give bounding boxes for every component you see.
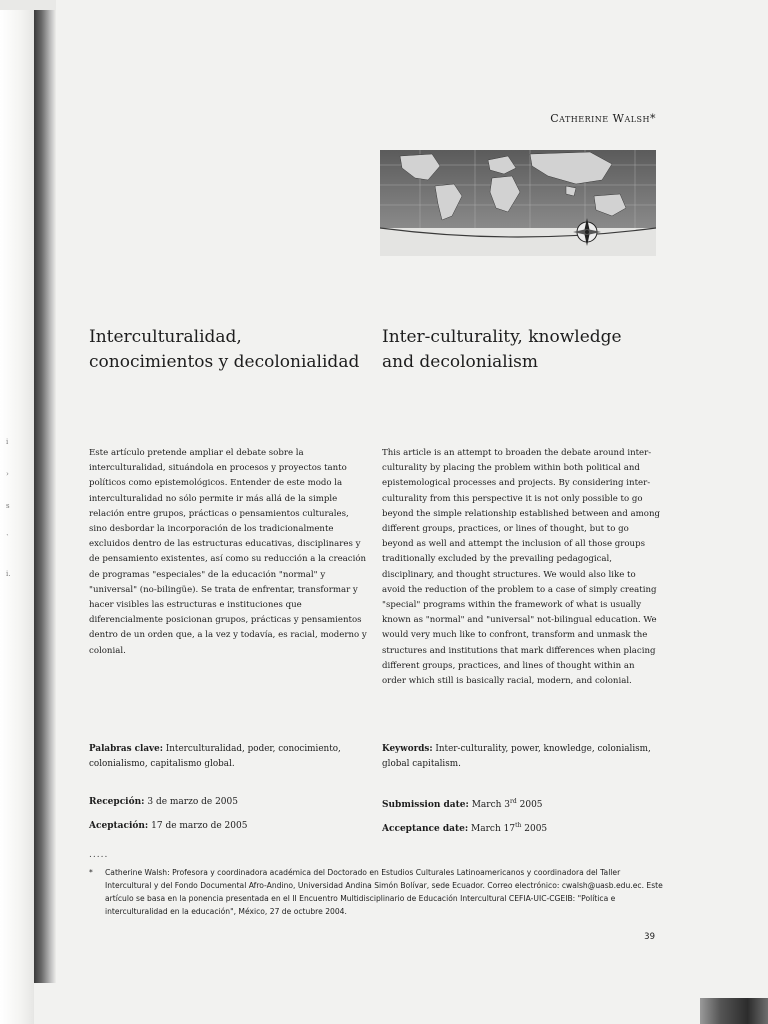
spanish-keywords-value: Interculturalidad, poder, conocimiento, colonialismo, capitalismo global.: [89, 744, 341, 769]
english-title-line1: Inter-culturality, knowledge: [382, 327, 622, 347]
submission-date: [382, 796, 543, 811]
acceptance-value-es: 17 de marzo de 2005: [151, 821, 248, 831]
english-abstract: This article is an attempt to broaden the debate around inter-culturality by placing the problem within both political and epistemological processes and projects. By considering inter-culturality from this perspective it is not only possible to go beyond the simple relationship established between and among different groups, practices, or lines of thought, but to go beyond as well and attempt the inclusion of all those groups traditionally excluded by the prevailing pedagogical, disciplinary, and thought structures. We would also like to avoid the reduction of the problem to a case of simply creating "special" programs within the framework of what is usually known as "normal" and "universal" not-bilingual education. We would very much like to confront, transform and unmask the structures and institutions that mark differences when placing different groups, practices, and lines of thought within an order which still is basically racial, modern, and colonial.: [382, 448, 661, 687]
world-map-illustration: [380, 150, 656, 256]
acceptance-label-en: Acceptance date:: [382, 824, 469, 834]
submission-value: March 3: [471, 800, 511, 810]
author-name: Catherine Walsh*: [550, 112, 656, 125]
edge-mark: i.: [6, 570, 11, 578]
spanish-title: [89, 325, 379, 375]
english-title: [382, 325, 662, 375]
book-binding-gutter: [34, 8, 56, 983]
footnote-text: Catherine Walsh: Profesora y coordinadora académica del Doctorado en Estudios Culturales Latinoamericanos y coordinadora del Taller Intercultural y del Fondo Documental Afro-Andino, Universidad Andina Simón Bolívar, sede Ecuador. Correo electrónico: cwalsh@uasb.edu.ec. Este artículo se basa en la ponencia presentada en el II Encuentro Multidisciplinario de Educación Intercultural CEFIA-UIC-CGEIB: "Política e interculturalidad en la educación", México, 27 de octubre 2004.: [105, 868, 663, 916]
english-keywords: [382, 742, 662, 772]
english-keywords-label: Keywords:: [382, 744, 433, 754]
submission-year: 2005: [519, 800, 543, 810]
english-keywords-value: Inter-culturality, power, knowledge, colonialism, global capitalism.: [382, 744, 651, 769]
spanish-title-line2: conocimientos y decolonialidad: [89, 352, 360, 372]
binding-top-strip: [0, 0, 56, 10]
edge-mark: i: [6, 438, 9, 446]
footnote-marker: *: [89, 868, 93, 877]
submission-suffix: rd: [510, 798, 517, 805]
acceptance-value-en: March 17: [471, 824, 516, 834]
acceptance-label-es: Aceptación:: [89, 821, 149, 831]
acceptance-year: 2005: [524, 824, 548, 834]
acceptance-date-es: [89, 820, 247, 832]
acceptance-suffix: th: [515, 822, 522, 829]
edge-mark: s: [6, 502, 10, 510]
spanish-abstract: Este artículo pretende ampliar el debate sobre la interculturalidad, situándola en procesos y proyectos tanto políticos como epistemológicos. Entender de este modo la interculturalidad no sólo permite ir más allá de la simple relación entre grupos, prácticas o pensamientos culturales, sino desbordar la incorporación de los tradicionalmente excluidos dentro de las estructuras educativas, disciplinares y de pensamiento existentes, así como su reducción a la creación de programas "especiales" de la educación "normal" y "universal" (no-bilingüe). Se trata de enfrentar, transformar y hacer visibles las estructuras e instituciones que diferencialmente posicionan grupos, prácticas y pensamientos dentro de un orden que, a la vez y todavía, es racial, moderno y colonial.: [89, 448, 367, 656]
reception-value: 3 de marzo de 2005: [147, 797, 238, 807]
footnote: [89, 866, 663, 918]
corner-tab: [700, 998, 768, 1024]
acceptance-date-en: [382, 820, 547, 835]
spanish-keywords: [89, 742, 375, 772]
reception-label: Recepción:: [89, 797, 145, 807]
edge-mark: `: [6, 534, 10, 542]
english-title-line2: and decolonialism: [382, 352, 538, 372]
page-number: 39: [644, 932, 655, 942]
submission-label: Submission date:: [382, 800, 469, 810]
footnote-separator: .....: [89, 850, 109, 860]
spanish-title-line1: Interculturalidad,: [89, 327, 242, 347]
reception-date: [89, 796, 238, 808]
edge-mark: ›: [6, 470, 9, 478]
edge-marks: [4, 420, 18, 620]
spanish-keywords-label: Palabras clave:: [89, 744, 163, 754]
